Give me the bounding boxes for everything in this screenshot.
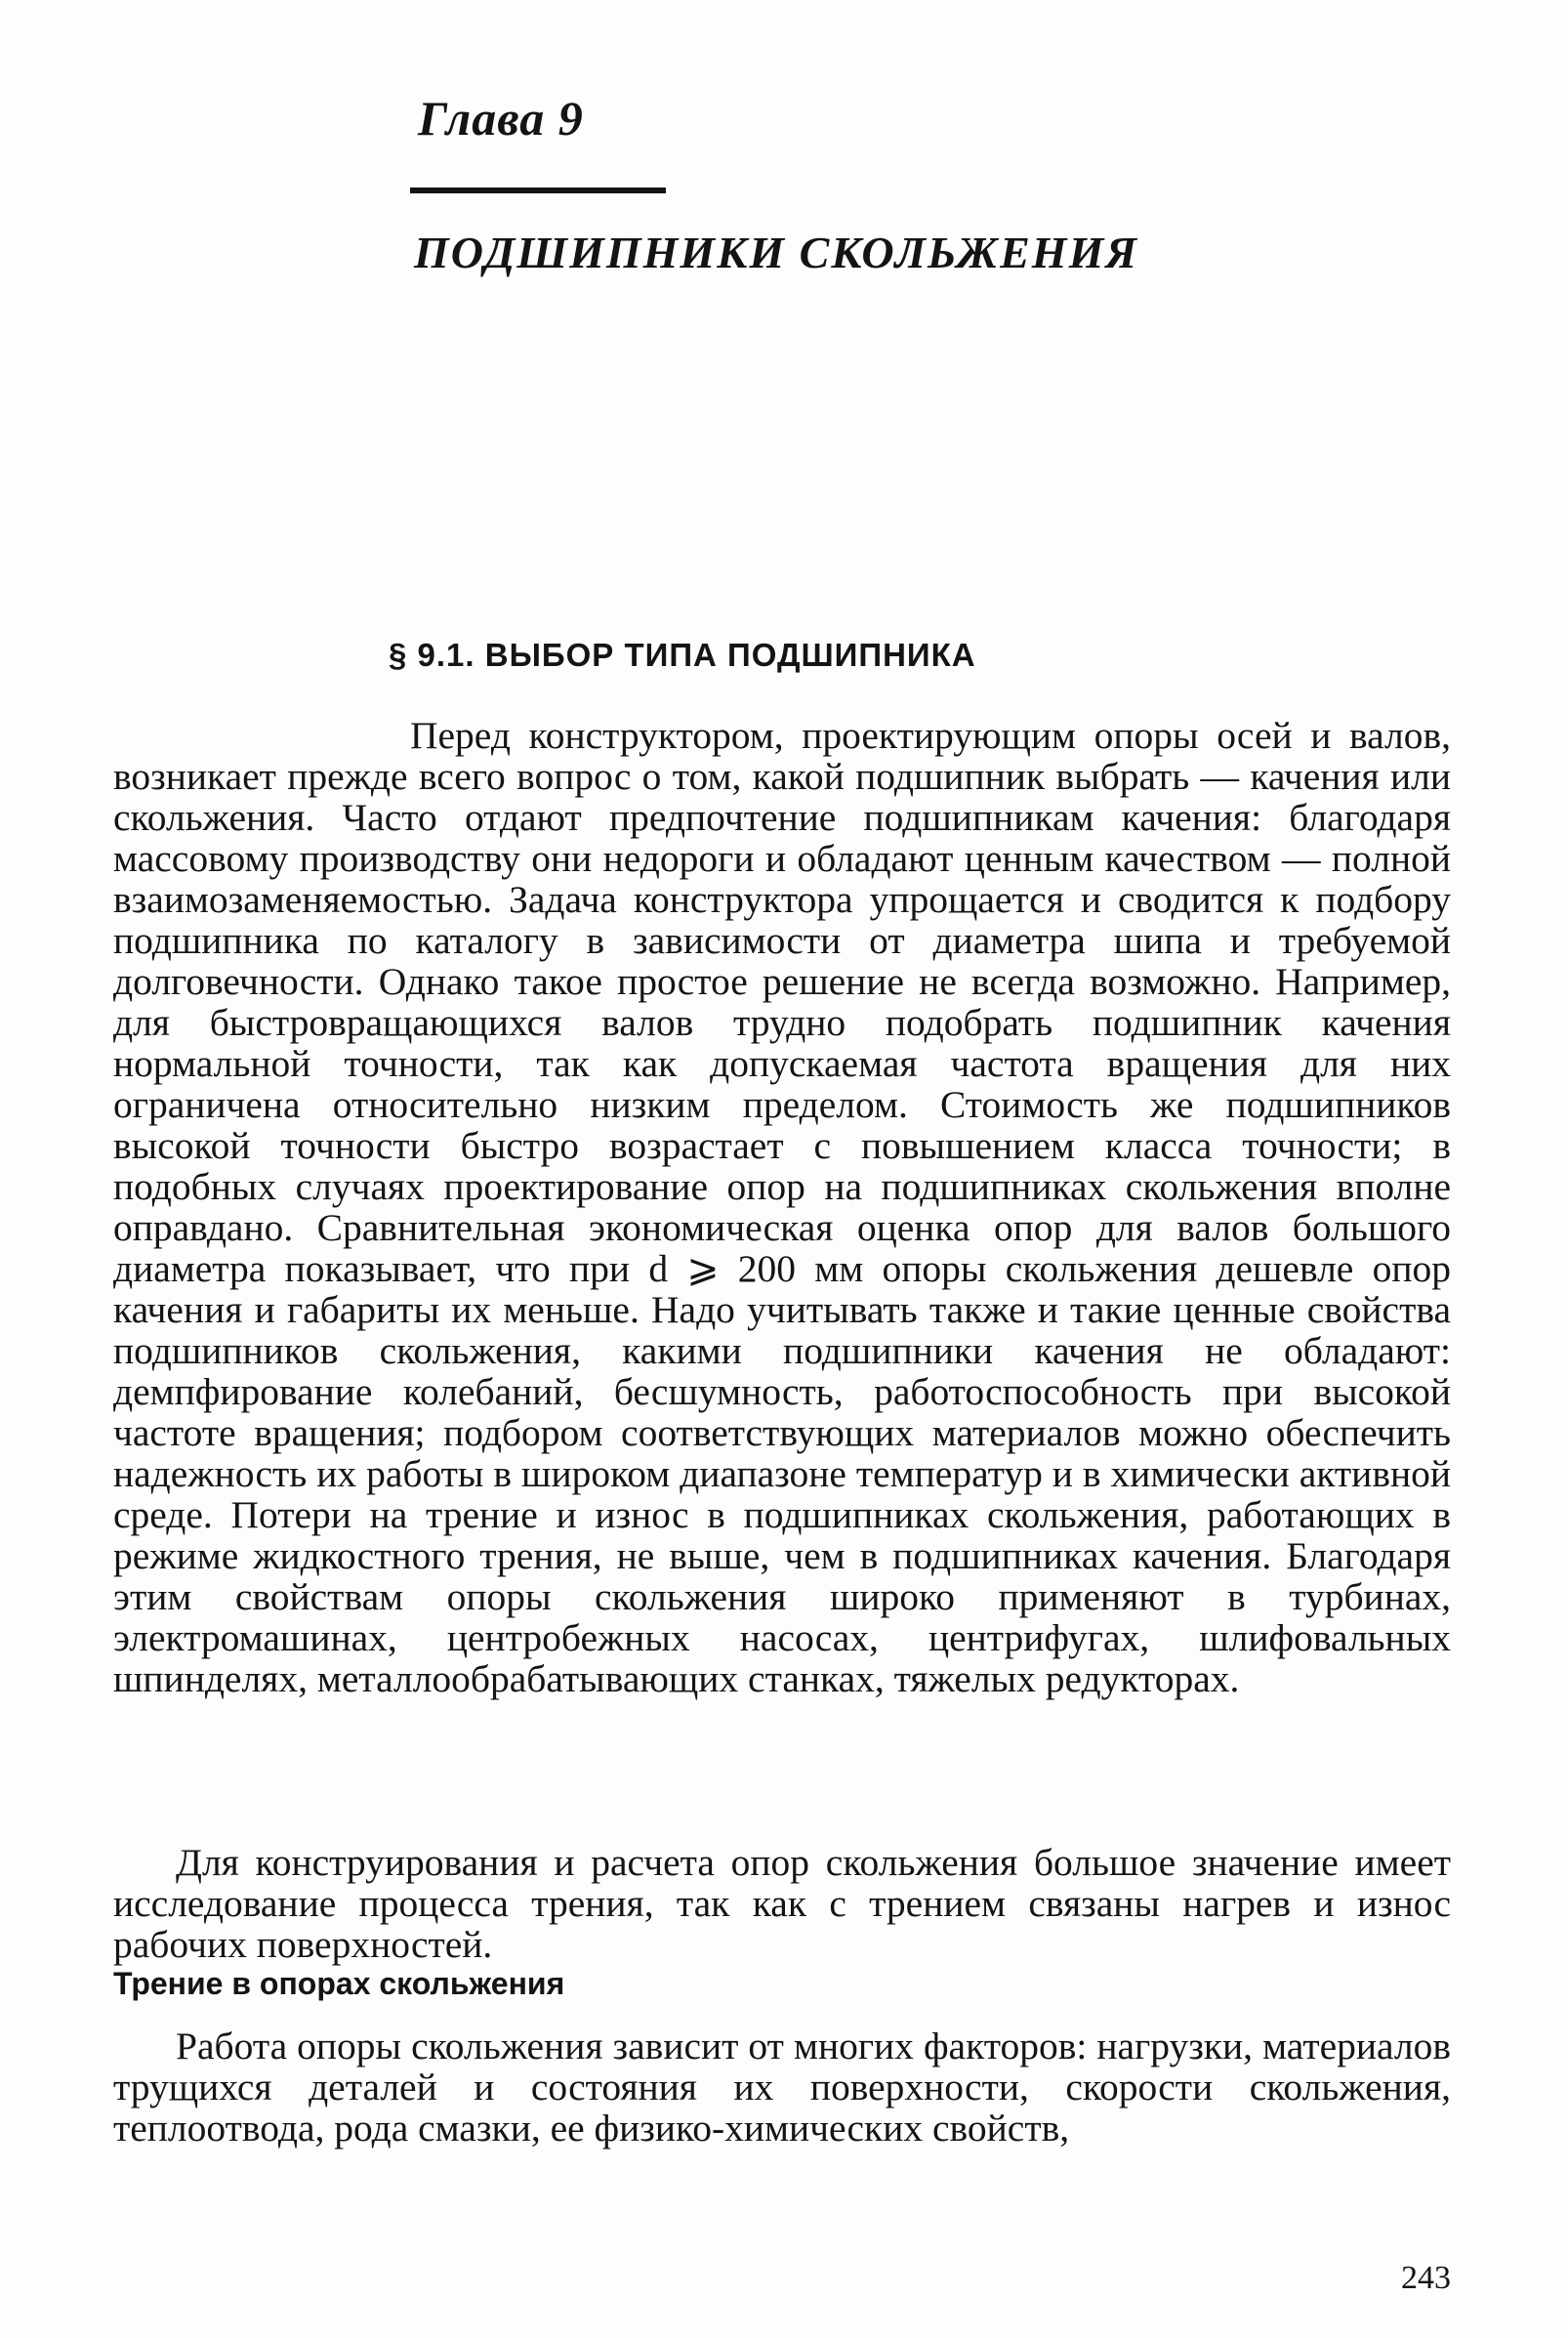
- chapter-label: Глава 9: [418, 91, 584, 146]
- page-number: 243: [1401, 2260, 1451, 2296]
- section-heading: § 9.1. ВЫБОР ТИПА ПОДШИПНИКА: [389, 637, 976, 673]
- section-paragraph-1: Перед конструктором, проектирующим опоры осей и валов, возникает прежде всего вопрос о том, какой подшипник выбрать — качения или скольжения. Часто отдают предпочтение подшипникам качения: благодаря массовому производству они недороги и обладают ценным качеством — полной взаимозаменяемостью. Задача конструктора упрощается и сводится к подбору подшипника по каталогу в зависимости от диаметра шипа и требуемой долговечности. Однако такое простое решение не всегда возможно. Например, для быстровращающихся валов трудно подобрать подшипник качения нормальной точности, так как допускаемая частота вращения для них ограничена относительно низким пределом. Стоимость же подшипников высокой точности быстро возрастает с повышением класса точности; в подобных случаях проектирование опор на подшипниках скольжения вполне оправдано. Сравнительная экономическая оценка опор для валов большого диаметра показывает, что при d ⩾ 200 мм опоры скольжения дешевле опор качения и габариты их меньше. Надо учитывать также и такие ценные свойства подшипников скольжения, какими подшипники качения не обладают: демпфирование колебаний, бесшумность, работоспособность при высокой частоте вращения; подбором соответствующих материалов можно обеспечить надежность их работы в широком диапазоне температур и в химически активной среде. Потери на трение и износ в подшипниках скольжения, работающих в режиме жидкостного трения, не выше, чем в подшипниках качения. Благодаря этим свойствам опоры скольжения широко применяют в турбинах, электромашинах, центробежных насосах, центрифугах, шлифовальных шпинделях, металлообрабатывающих станках, тяжелых редукторах.: [113, 714, 1451, 1700]
- chapter-title: ПОДШИПНИКИ СКОЛЬЖЕНИЯ: [414, 228, 1139, 277]
- subsection-paragraph: Работа опоры скольжения зависит от многих факторов: нагрузки, материалов трущихся деталей и состояния их поверхности, скорости скольжения, теплоотвода, рода смазки, ее физико-химических свойств,: [113, 2025, 1451, 2150]
- chapter-divider-rule: [410, 188, 666, 193]
- section-paragraph-2: Для конструирования и расчета опор скольжения большое значение имеет исследование процесса трения, так как с трением связаны нагрев и износ рабочих поверхностей.: [113, 1841, 1451, 1966]
- subsection-heading: Трение в опорах скольжения: [113, 1966, 565, 2001]
